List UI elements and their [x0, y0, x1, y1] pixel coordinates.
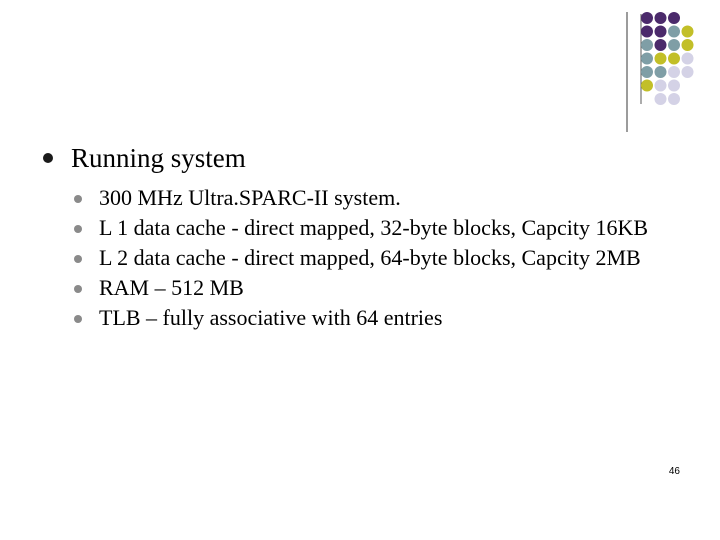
slate-dot	[668, 26, 680, 38]
bullet-dot	[74, 255, 82, 263]
purple-dot	[655, 12, 667, 24]
lavender-dot	[668, 93, 680, 105]
purple-dot	[641, 12, 653, 24]
olive-dot	[641, 80, 653, 92]
bullet-dot	[74, 195, 82, 203]
dot-grid	[641, 12, 694, 105]
bullet-dot	[74, 285, 82, 293]
olive-dot	[668, 53, 680, 65]
list-item	[72, 303, 692, 333]
corner-decoration	[0, 0, 720, 140]
olive-dot	[655, 53, 667, 65]
slate-dot	[641, 39, 653, 51]
purple-dot	[641, 26, 653, 38]
list-item	[72, 213, 692, 243]
list-item	[72, 243, 692, 273]
slide-heading: Running system	[71, 143, 246, 173]
lavender-dot	[655, 93, 667, 105]
slate-dot	[655, 66, 667, 78]
slate-dot	[641, 66, 653, 78]
bullet-text: L 1 data cache - direct mapped, 32-byte blocks, Capcity 16KB	[99, 215, 649, 240]
purple-dot	[668, 12, 680, 24]
lavender-dot	[668, 80, 680, 92]
bullet-list	[72, 183, 692, 333]
slate-dot	[641, 53, 653, 65]
bullet-dot	[74, 315, 82, 323]
bullet-dot	[74, 225, 82, 233]
list-item	[72, 183, 692, 213]
lavender-dot	[682, 53, 694, 65]
bullet-text: 300 MHz Ultra.SPARC-II system.	[99, 185, 401, 210]
olive-dot	[682, 39, 694, 51]
lavender-dot	[682, 66, 694, 78]
purple-dot	[655, 39, 667, 51]
slate-dot	[668, 39, 680, 51]
bullet-text: TLB – fully associative with 64 entries	[99, 305, 443, 330]
page-number: 46	[668, 466, 680, 477]
bullet-text: RAM – 512 MB	[99, 275, 244, 300]
main-bullet	[43, 153, 53, 163]
lavender-dot	[655, 80, 667, 92]
olive-dot	[682, 26, 694, 38]
lavender-dot	[668, 66, 680, 78]
list-item	[72, 273, 692, 303]
bullet-text: L 2 data cache - direct mapped, 64-byte blocks, Capcity 2MB	[99, 245, 641, 270]
purple-dot	[655, 26, 667, 38]
